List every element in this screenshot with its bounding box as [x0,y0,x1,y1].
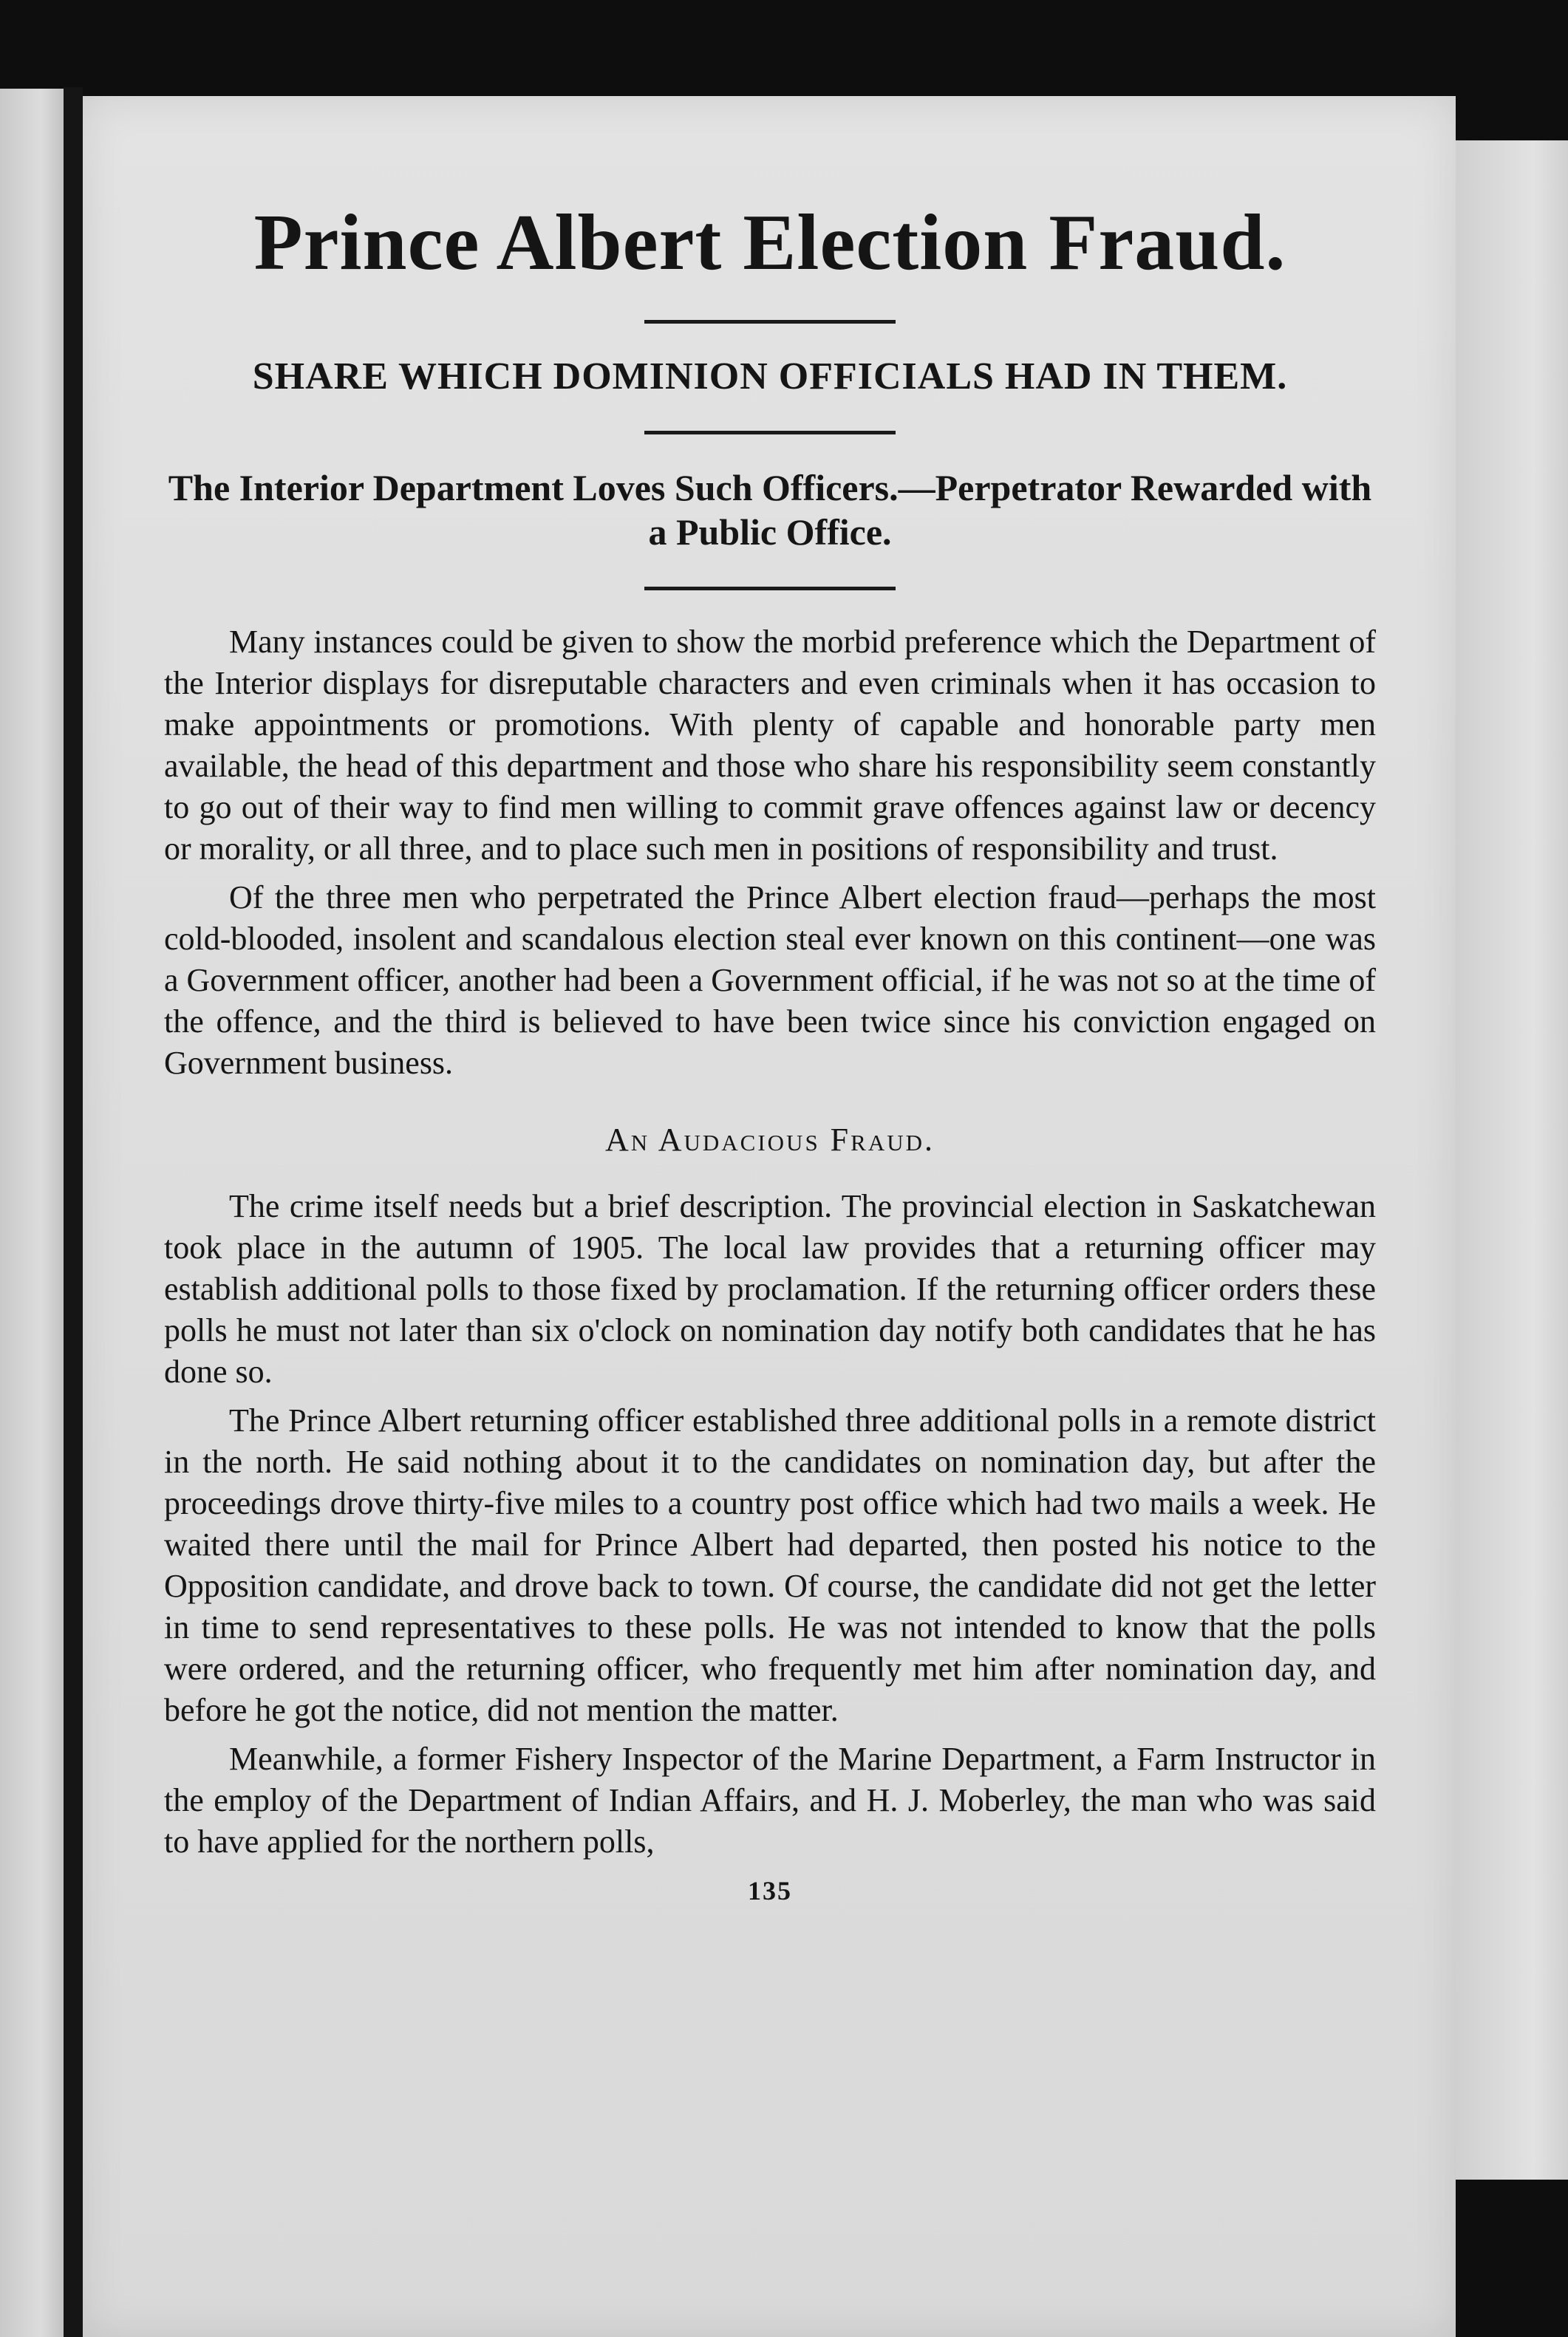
subtitle-divider [644,431,896,434]
title-divider [644,320,896,324]
paragraph: Meanwhile, a former Fishery Inspector of the Marine Department, a Farm Instructor in the employ of the Department of Indian Affairs, and H. J. Moberley, the man who was said to have applied for the northern polls, [164,1740,1376,1860]
subtitle: SHARE WHICH DOMINION OFFICIALS HAD IN THEM. [252,355,1288,398]
paragraph: The crime itself needs but a brief description. The provincial election in Saskatchewan took place in the autumn of 1905. The local law provides that a returning officer may establish additional polls to those fixed by proclamation. If the returning officer orders these polls he must not later than six o'clock on nomination day notify both candidates that he has done so. [164,1187,1376,1390]
paragraph: Of the three men who perpetrated the Prince Albert election fraud—perhaps the most cold-blooded, insolent and scandalous election steal ever known on this continent—one was a Government officer, another had been a Government official, if he was not so at the time of the offence, and the third is believed to have been twice since his conviction engaged on Government business. [164,878,1376,1081]
deck-heading: The Interior Department Loves Such Officers.—Perpetrator Rewarded with a Public Office. [168,466,1372,553]
paragraph: Many instances could be given to show the morbid preference which the Department of the Interior displays for disreputable characters and even criminals when it has occasion to make appointments or promotions. With plenty of capable and honorable party men available, the head of this department and those who share his responsibility seem constantly to go out of their way to find men willing to commit grave offences against law or decency or morality, or all three, and to place such men in positions of responsibility and trust. [164,623,1376,867]
background-page-edge [1454,140,1568,2180]
page-content [164,199,1376,1911]
article-body [164,621,1376,1911]
section-heading: An Audacious Fraud. [605,1121,935,1158]
page-binding-shadow [64,87,83,2337]
paragraph: The Prince Albert returning officer established three additional polls in a remote district in the north. He said nothing about it to the candidates on nomination day, but after the proceedings drove thirty-five miles to a country post office which had two mails a week. He waited there until the mail for Prince Albert had departed, then posted his notice to the Opposition candidate, and drove back to town. Of course, the candidate did not get the letter in time to send representatives to these polls. He was not intended to know that the polls were ordered, and the returning officer, who frequently met him after nomination day, and before he got the notice, did not mention the matter. [164,1402,1376,1728]
page-number: 135 [748,1875,792,1906]
deck-divider [644,587,896,590]
page-title: Prince Albert Election Fraud. [253,199,1286,287]
document-page [83,96,1456,2337]
adjacent-page-edge [0,89,68,2337]
